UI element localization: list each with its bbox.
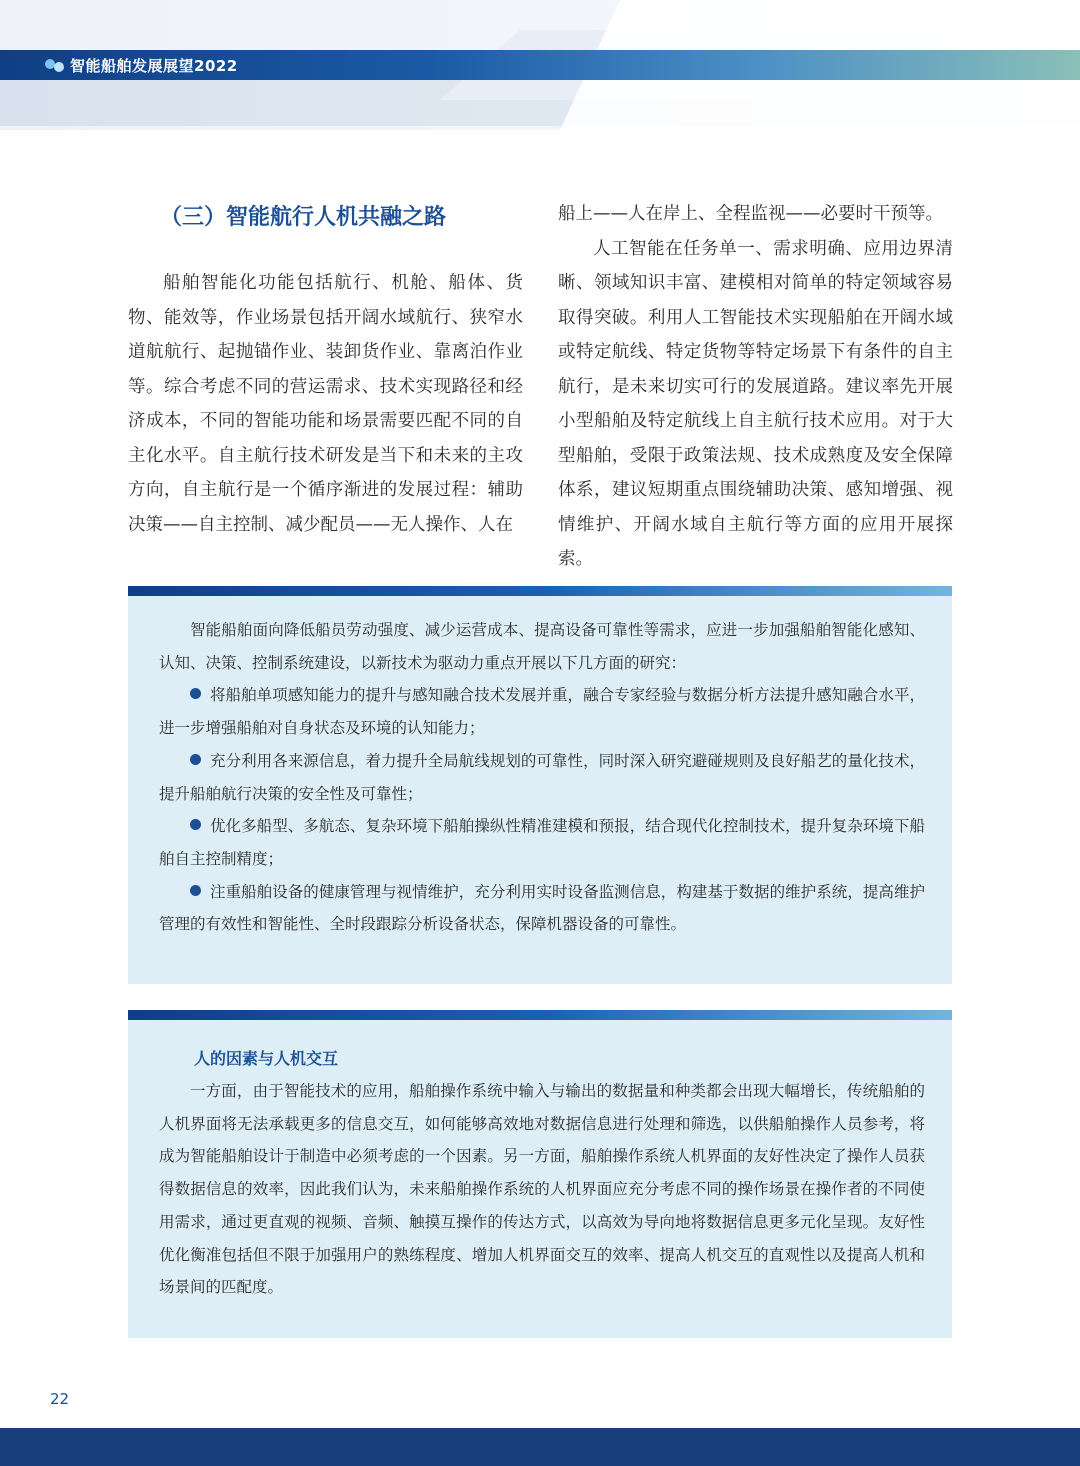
human-factors-title: 人的因素与人机交互: [194, 1049, 339, 1068]
research-box: [128, 586, 952, 984]
human-factors-box: [128, 1010, 952, 1338]
bullet-item: 优化多船型、多航态、复杂环境下船舶操纵性精准建模和预报，结合现代化控制技术，提升复杂环境下船舶自主控制精度；: [159, 817, 925, 868]
box-top-stripe: [128, 586, 952, 596]
left-paragraph: 船舶智能化功能包括航行、机舱、船体、货物、能效等，作业场景包括开阔水域航行、狭窄水道航航行、起抛锚作业、装卸货作业、靠离泊作业等。综合考虑不同的营运需求、技术实现路径和经济成本，不同的智能功能和场景需要匹配不同的自主化水平。自主航行技术研发是当下和未来的主攻方向，自主航行是一个循序渐进的发展过程：辅助决策——自主控制、减少配员——无人操作、人在: [128, 273, 523, 535]
bullet-icon: [190, 885, 201, 896]
bullet-icon: [190, 754, 201, 765]
bullet-icon: [190, 688, 201, 699]
right-column: [558, 197, 953, 577]
right-paragraph: 人工智能在任务单一、需求明确、应用边界清晰、领域知识丰富、建模相对简单的特定领域容易取得突破。利用人工智能技术实现船舶在开阔水域或特定航线、特定货物等特定场景下有条件的自主航行，是未来切实可行的发展道路。建议率先开展小型船舶及特定航线上自主航行技术应用。对于大型船舶，受限于政策法规、技术成熟度及安全保障体系，建议短期重点围绕辅助决策、感知增强、视情维护、开阔水域自主航行等方面的应用开展探索。: [558, 238, 953, 569]
brand-dots-icon: [44, 56, 66, 74]
human-factors-body: [159, 1075, 925, 1304]
section-title: （三）智能航行人机共融之路: [160, 205, 447, 230]
bullet-item: 将船舶单项感知能力的提升与感知融合技术发展并重，融合专家经验与数据分析方法提升感知融合水平，进一步增强船舶对自身状态及环境的认知能力；: [159, 686, 925, 738]
page-number: 22: [50, 1390, 70, 1408]
right-continuation: 船上——人在岸上、全程监视——必要时干预等。: [558, 204, 943, 224]
research-intro: 智能船舶面向降低船员劳动强度、减少运营成本、提高设备可靠性等需求，应进一步加强船舶智能化感知、认知、决策、控制系统建设，以新技术为驱动力重点开展以下几方面的研究：: [159, 621, 925, 672]
left-column: [128, 266, 523, 542]
header-title: 智能船舶发展展望2022: [70, 57, 238, 75]
bullet-item: 注重船舶设备的健康管理与视情维护，充分利用实时设备监测信息，构建基于数据的维护系统，提高维护管理的有效性和智能性、全时段跟踪分析设备状态，保障机器设备的可靠性。: [159, 882, 925, 934]
bullet-icon: [190, 819, 201, 830]
research-box-body: [159, 614, 925, 941]
human-factors-paragraph: 一方面，由于智能技术的应用，船舶操作系统中输入与输出的数据量和种类都会出现大幅增长，传统船舶的人机界面将无法承载更多的信息交互，如何能够高效地对数据信息进行处理和筛选，以供船舶操作人员参考，将成为智能船舶设计于制造中必须考虑的一个因素。另一方面，船舶操作系统人机界面的友好性决定了操作人员获得数据信息的效率，因此我们认为，未来船舶操作系统的人机界面应充分考虑不同的操作场景在操作者的不同使用需求，通过更直观的视频、音频、触摸互操作的传达方式，以高效为导向地将数据信息更多元化呈现。友好性优化衡准包括但不限于加强用户的熟练程度、增加人机界面交互的效率、提高人机交互的直观性以及提高人机和场景间的匹配度。: [159, 1082, 925, 1297]
footer-bar: [0, 1428, 1080, 1466]
box-top-stripe: [128, 1010, 952, 1020]
bullet-item: 充分利用各来源信息，着力提升全局航线规划的可靠性，同时深入研究避碰规则及良好船艺的量化技术，提升船舶航行决策的安全性及可靠性；: [159, 751, 925, 803]
